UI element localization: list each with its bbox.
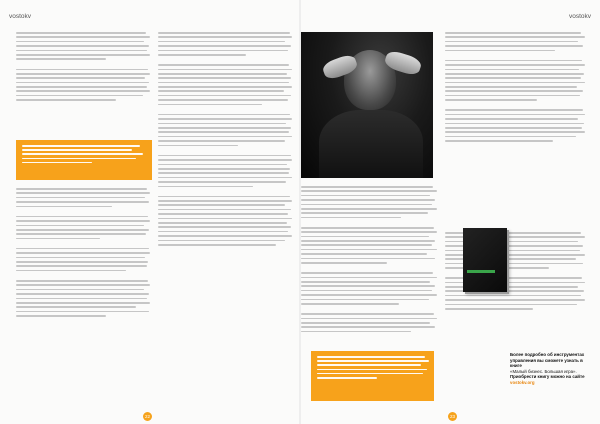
text-line — [158, 168, 290, 170]
text-line — [301, 253, 427, 255]
text-line — [158, 54, 246, 56]
text-line — [16, 248, 149, 250]
text-line — [158, 77, 291, 79]
text-line — [158, 114, 290, 116]
book-promo-text — [510, 352, 594, 386]
text-line — [301, 217, 401, 219]
text-line — [158, 50, 288, 52]
text-line — [16, 261, 148, 263]
text-line — [16, 225, 144, 227]
callout-line — [317, 377, 377, 379]
text-line — [301, 299, 429, 301]
text-line — [16, 192, 150, 194]
text-line — [445, 114, 585, 116]
promo-line-4: Приобрести книгу можно на сайте — [510, 374, 585, 380]
text-line — [158, 82, 289, 84]
text-line — [301, 331, 411, 333]
text-line — [16, 265, 147, 267]
callout-line — [317, 369, 427, 371]
text-line — [301, 258, 435, 260]
left-page-column-1 — [16, 32, 151, 101]
text-line — [158, 104, 262, 106]
brand-label-left: vostokv — [9, 13, 32, 20]
text-line — [16, 229, 149, 231]
callout-line — [22, 162, 92, 164]
text-line — [158, 196, 290, 198]
text-line — [445, 50, 555, 52]
text-line — [301, 294, 437, 296]
text-line — [445, 73, 584, 75]
callout-line — [317, 356, 425, 358]
text-line — [445, 95, 580, 97]
text-line — [445, 123, 584, 125]
text-line — [158, 177, 292, 179]
text-line — [158, 218, 292, 220]
text-line — [16, 99, 116, 101]
text-line — [445, 36, 585, 38]
brand-label-right: vostokv — [568, 13, 591, 20]
text-line — [301, 204, 432, 206]
right-page-column-top — [445, 32, 585, 142]
text-line — [158, 244, 276, 246]
text-line — [301, 231, 437, 233]
text-line — [158, 226, 291, 228]
text-line — [158, 213, 288, 215]
text-line — [445, 136, 576, 138]
text-line — [16, 32, 146, 34]
text-line — [301, 322, 430, 324]
text-line — [16, 95, 143, 97]
text-line — [16, 298, 147, 300]
text-line — [445, 86, 577, 88]
text-line — [158, 136, 292, 138]
text-line — [16, 86, 147, 88]
text-line — [445, 41, 578, 43]
text-line — [16, 293, 149, 295]
callout-box — [16, 140, 152, 180]
text-line — [16, 270, 126, 272]
text-line — [445, 64, 585, 66]
text-line — [16, 54, 150, 56]
text-line — [16, 306, 136, 308]
text-line — [301, 326, 435, 328]
text-line — [445, 45, 583, 47]
text-line — [301, 272, 433, 274]
text-line — [158, 200, 292, 202]
callout-line — [317, 360, 429, 362]
text-line — [445, 90, 583, 92]
text-line — [16, 77, 145, 79]
text-line — [16, 257, 145, 259]
text-line — [301, 227, 434, 229]
text-line — [301, 195, 430, 197]
text-line — [158, 95, 291, 97]
text-line — [301, 303, 399, 305]
left-page-column-2 — [158, 32, 292, 246]
callout-line — [22, 158, 136, 160]
text-line — [445, 140, 553, 142]
text-line — [16, 45, 149, 47]
text-line — [16, 41, 144, 43]
text-line — [445, 299, 585, 301]
callout-line — [317, 364, 421, 366]
text-line — [16, 315, 106, 317]
text-line — [158, 164, 287, 166]
text-line — [301, 262, 387, 264]
text-line — [445, 118, 578, 120]
text-line — [158, 41, 285, 43]
text-line — [445, 127, 582, 129]
callout-line — [22, 145, 140, 147]
promo-line-3: «Малый бизнес. Большая игра». — [510, 368, 577, 374]
text-line — [158, 172, 289, 174]
text-line — [158, 127, 291, 129]
text-line — [16, 280, 148, 282]
text-line — [301, 236, 429, 238]
text-line — [158, 32, 290, 34]
text-line — [445, 82, 585, 84]
text-line — [158, 118, 292, 120]
text-line — [445, 77, 581, 79]
text-line — [158, 69, 292, 71]
text-line — [445, 304, 577, 306]
text-line — [158, 155, 291, 157]
text-line — [301, 313, 434, 315]
text-line — [301, 281, 430, 283]
text-line — [158, 240, 285, 242]
text-line — [16, 233, 146, 235]
text-line — [158, 204, 285, 206]
callout-line — [22, 149, 132, 151]
text-line — [16, 197, 145, 199]
callout-line — [22, 153, 143, 155]
text-line — [16, 90, 150, 92]
text-line — [445, 308, 533, 310]
text-line — [16, 82, 149, 84]
text-line — [301, 190, 437, 192]
text-line — [301, 318, 437, 320]
text-line — [158, 73, 287, 75]
text-line — [158, 140, 285, 142]
text-line — [16, 201, 149, 203]
page-number-right: 23 — [449, 414, 455, 419]
promo-link[interactable]: vostokv.org — [510, 379, 535, 385]
text-line — [445, 99, 537, 101]
text-line — [445, 109, 583, 111]
promo-line-1: Более подробно об инструментах — [510, 352, 585, 357]
text-line — [16, 69, 148, 71]
text-line — [16, 311, 149, 313]
text-line — [158, 186, 253, 188]
text-line — [16, 188, 147, 190]
text-line — [301, 186, 433, 188]
book-cover-icon — [463, 228, 507, 292]
text-line — [16, 73, 150, 75]
right-page-column-1 — [301, 186, 437, 332]
text-line — [445, 131, 585, 133]
text-line — [158, 231, 288, 233]
text-line — [158, 131, 289, 133]
text-line — [301, 199, 435, 201]
text-line — [158, 235, 292, 237]
text-line — [158, 159, 292, 161]
text-line — [158, 209, 291, 211]
text-line — [16, 289, 144, 291]
promo-callout-box — [311, 351, 434, 401]
text-line — [445, 69, 579, 71]
text-line — [16, 36, 150, 38]
left-page-column-1-lower — [16, 188, 151, 317]
text-line — [301, 208, 437, 210]
text-line — [445, 295, 581, 297]
text-line — [301, 277, 437, 279]
promo-line-2: управления вы сможете узнать в книге — [510, 357, 583, 369]
text-line — [158, 90, 284, 92]
text-line — [301, 249, 437, 251]
text-line — [445, 32, 581, 34]
text-line — [158, 181, 286, 183]
text-line — [158, 86, 292, 88]
text-line — [158, 99, 288, 101]
text-line — [158, 222, 287, 224]
text-line — [158, 64, 289, 66]
text-line — [158, 36, 292, 38]
text-line — [16, 238, 100, 240]
text-line — [16, 58, 106, 60]
callout-line — [317, 373, 423, 375]
text-line — [16, 284, 150, 286]
text-line — [445, 60, 582, 62]
text-line — [301, 285, 435, 287]
text-line — [158, 145, 238, 147]
text-line — [301, 290, 432, 292]
text-line — [301, 240, 435, 242]
page-number-left: 22 — [144, 414, 150, 419]
text-line — [158, 123, 286, 125]
stressed-man-photo — [301, 32, 433, 178]
text-line — [16, 252, 150, 254]
text-line — [16, 220, 150, 222]
text-line — [301, 244, 432, 246]
text-line — [16, 302, 150, 304]
text-line — [301, 212, 428, 214]
text-line — [16, 216, 148, 218]
text-line — [158, 45, 291, 47]
text-line — [16, 50, 147, 52]
text-line — [16, 206, 112, 208]
